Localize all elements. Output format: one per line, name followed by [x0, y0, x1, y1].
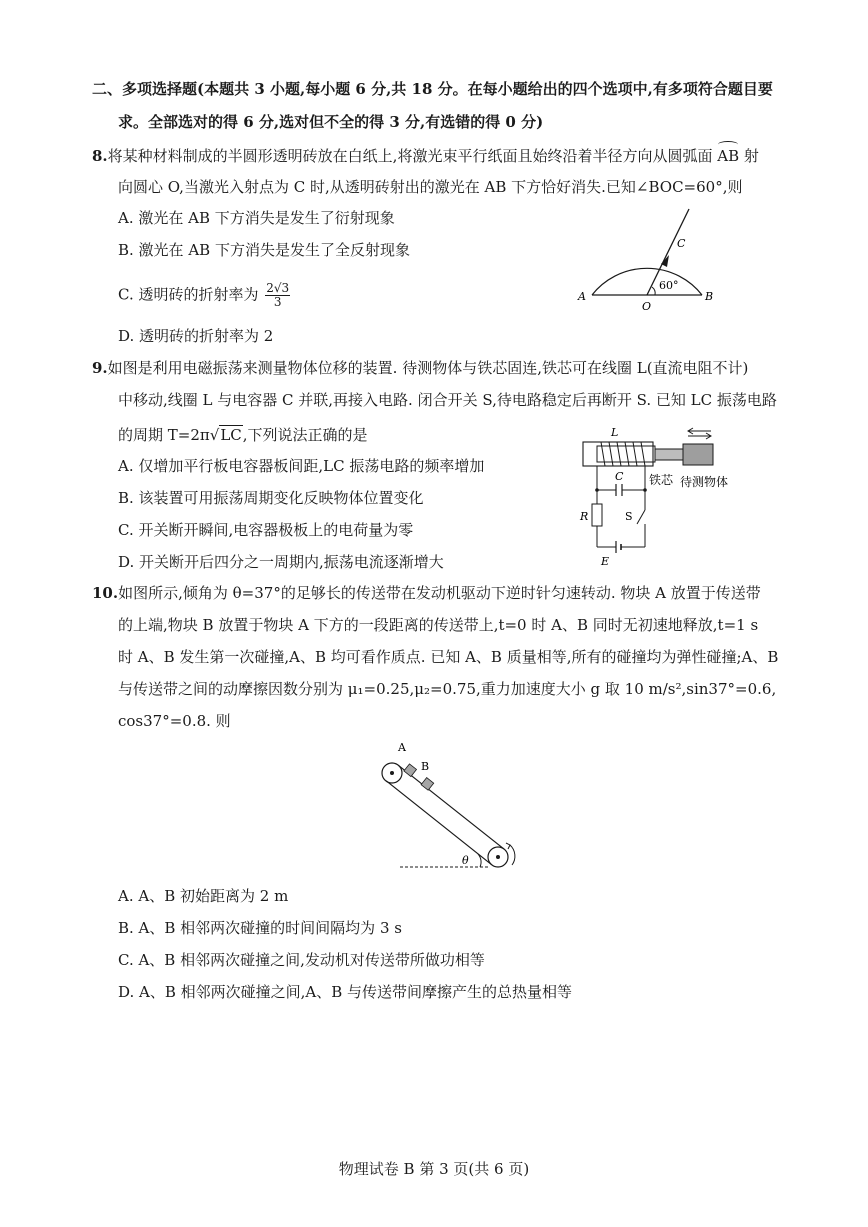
- q10-stem-line2: 的上端,物块 B 放置于物块 A 下方的一段距离的传送带上,t=0 时 A、B 同时无初速地释放,t=1 s: [118, 616, 759, 634]
- q8-option-d: D. 透明砖的折射率为 2: [118, 327, 274, 345]
- q10-stem-line5: cos37°=0.8. 则: [118, 712, 231, 730]
- q8-stem-line1: [92, 145, 759, 167]
- q9-stem-line1: [92, 357, 748, 379]
- q9-stem-line2: 中移动,线圈 L 与电容器 C 并联,再接入电路. 闭合开关 S,待电路稳定后再断开 S. 已知 LC 振荡电路: [118, 391, 777, 409]
- section-title-line1: 二、多项选择题(本题共 3 小题,每小题 6 分,共 18 分。在每小题给出的四个选项中,有多项符合题目要: [92, 80, 773, 98]
- q8-stem-tail: 射: [743, 147, 759, 165]
- q9-stem-tail: ,下列说法正确的是: [242, 426, 368, 444]
- q8-label-c: C: [677, 237, 686, 250]
- q8-option-a: A. 激光在 AB 下方消失是发生了衍射现象: [118, 209, 395, 227]
- q9-option-d: D. 开关断开后四分之一周期内,振荡电流逐渐增大: [118, 553, 444, 571]
- q9-option-b: B. 该装置可用振荡周期变化反映物体位置变化: [118, 489, 424, 507]
- fraction-denominator: 3: [273, 295, 282, 309]
- q8-option-c-text: C. 透明砖的折射率为: [118, 285, 259, 304]
- q9-period-text: 的周期 T=2π: [118, 426, 210, 444]
- q9-number: 9.: [92, 359, 108, 377]
- q10-label-a: A: [398, 741, 406, 754]
- q8-option-c-fraction: [265, 282, 290, 309]
- q10-label-b: B: [421, 760, 430, 773]
- q9-circuit-figure: [575, 420, 750, 568]
- q9-label-r: R: [580, 510, 589, 523]
- q9-label-s: S: [625, 510, 633, 523]
- q8-option-c: [118, 282, 292, 309]
- q10-stem-line4: 与传送带之间的动摩擦因数分别为 μ₁=0.25,μ₂=0.75,重力加速度大小 g 取 10 m/s²,sin37°=0.6,: [118, 680, 777, 698]
- q9-stem-line3: [118, 424, 368, 446]
- q8-label-o: O: [642, 300, 652, 313]
- q10-stem-text: 如图所示,倾角为 θ=37°的足够长的传送带在发动机驱动下逆时针匀速转动. 物块 A 放置于传送带: [118, 584, 761, 602]
- q9-label-l: L: [611, 426, 619, 439]
- q9-sqrt-lc: LC: [220, 426, 242, 444]
- q10-option-c: C. A、B 相邻两次碰撞之间,发动机对传送带所做功相等: [118, 951, 485, 969]
- section-title-line2: 求。全部选对的得 6 分,选对但不全的得 3 分,有选错的得 0 分): [118, 113, 544, 131]
- q8-stem-text: 将某种材料制成的半圆形透明砖放在白纸上,将激光束平行纸面且始终沿着半径方向从圆弧面: [107, 147, 713, 165]
- q8-label-b: B: [705, 290, 714, 303]
- q8-semicircle-figure: [575, 200, 725, 315]
- q10-option-b: B. A、B 相邻两次碰撞的时间间隔均为 3 s: [118, 919, 402, 937]
- q10-label-theta: θ: [462, 854, 469, 867]
- sqrt-icon: √: [209, 426, 220, 444]
- q8-number: 8.: [92, 147, 108, 165]
- q10-number: 10.: [92, 584, 119, 602]
- q10-option-a: A. A、B 初始距离为 2 m: [118, 887, 289, 905]
- q10-stem-line1: [92, 582, 761, 604]
- q10-stem-line3: 时 A、B 发生第一次碰撞,A、B 均可看作质点. 已知 A、B 质量相等,所有的碰撞均为弹性碰撞;A、B: [118, 648, 779, 666]
- q10-conveyor-figure: [380, 735, 535, 875]
- q9-stem-text: 如图是利用电磁振荡来测量物体位移的装置. 待测物体与铁芯固连,铁芯可在线圈 L(直流电阻不计): [107, 359, 749, 377]
- q9-label-e: E: [601, 555, 610, 568]
- q9-label-c: C: [615, 470, 624, 483]
- q9-label-core: 铁芯: [649, 473, 674, 487]
- fraction-numerator: 2√3: [266, 281, 290, 295]
- q9-option-a: A. 仅增加平行板电容器板间距,LC 振荡电路的频率增加: [118, 457, 485, 475]
- q9-label-object: 待测物体: [680, 475, 729, 489]
- q8-angle-label: 60°: [659, 279, 679, 292]
- q10-option-d: D. A、B 相邻两次碰撞之间,A、B 与传送带间摩擦产生的总热量相等: [118, 983, 573, 1001]
- q8-stem-line2: 向圆心 O,当激光入射点为 C 时,从透明砖射出的激光在 AB 下方恰好消失.已知∠BOC=60°,则: [118, 178, 743, 196]
- q8-arc-ab: AB: [717, 147, 740, 165]
- page-footer: 物理试卷 B 第 3 页(共 6 页): [338, 1160, 530, 1178]
- q9-option-c: C. 开关断开瞬间,电容器极板上的电荷量为零: [118, 521, 414, 539]
- q8-label-a: A: [578, 290, 586, 303]
- q8-option-b: B. 激光在 AB 下方消失是发生了全反射现象: [118, 241, 410, 259]
